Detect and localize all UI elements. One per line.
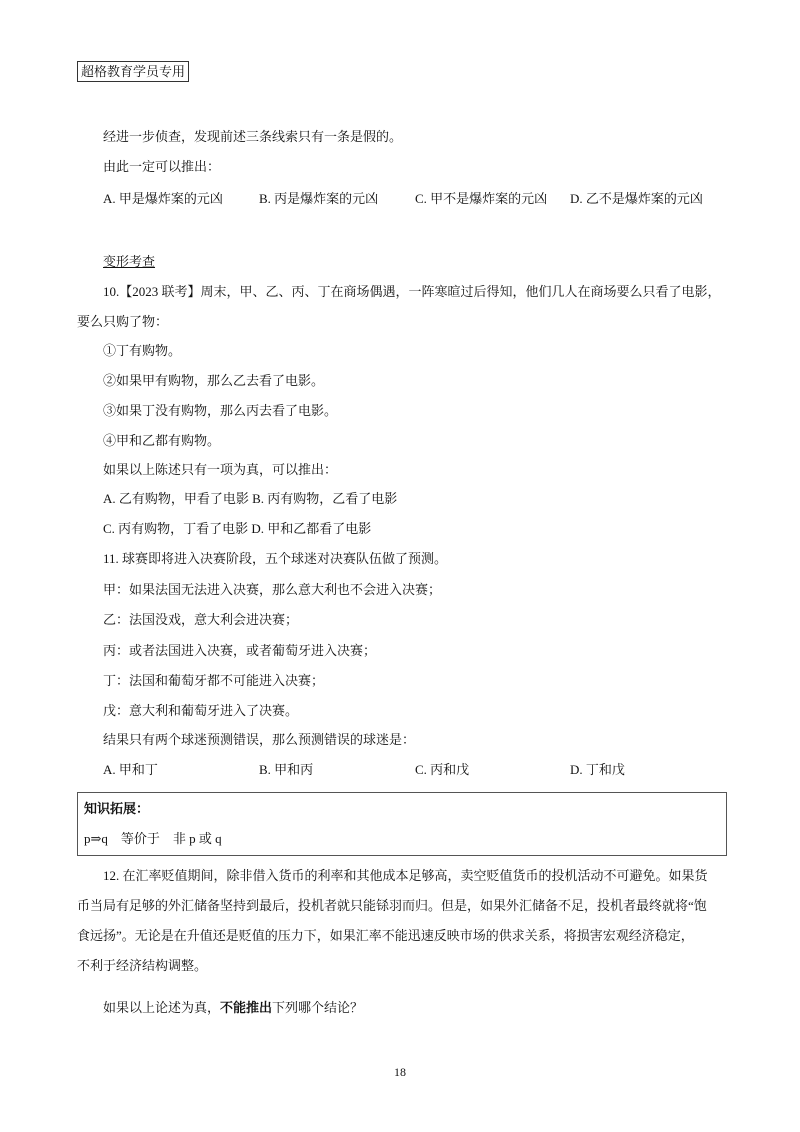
q11-statement: 丁：法国和葡萄牙都不可能进入决赛； <box>103 673 325 688</box>
q10-statement: ③如果丁没有购物，那么丙去看了电影。 <box>103 403 338 418</box>
q11-statement: 丙：或者法国进入决赛，或者葡萄牙进入决赛； <box>103 643 377 658</box>
knowledge-formula: p⇒q 等价于 非 p 或 q <box>84 831 222 846</box>
q9-line: 经进一步侦查，发现前述三条线索只有一条是假的。 <box>103 129 403 144</box>
q10-options: A. 乙有购物，甲看了电影 B. 丙有购物，乙看了电影 <box>103 491 398 506</box>
q12-line: 币当局有足够的外汇储备坚持到最后，投机者就只能铩羽而归。但是，如果外汇储备不足，投机者最终就将“饱 <box>77 898 707 913</box>
page-number: 18 <box>394 1065 406 1079</box>
q10-line: 要么只购了物： <box>77 314 169 329</box>
q12-question-emphasis: 不能推出 <box>220 1000 273 1015</box>
q10-statement: ④甲和乙都有购物。 <box>103 433 221 448</box>
q10-line: 10.【2023 联考】周末，甲、乙、丙、丁在商场偶遇，一阵寒暄过后得知，他们几人在商场要么只看了电影， <box>103 284 721 299</box>
q11-option-a: A. 甲和丁 <box>103 762 158 777</box>
q11-statement: 甲：如果法国无法进入决赛，那么意大利也不会进入决赛； <box>103 582 442 597</box>
q12-question <box>103 1000 363 1016</box>
q11-option-d: D. 丁和戊 <box>570 762 625 777</box>
q12-question-suffix: 下列哪个结论？ <box>272 1000 364 1015</box>
q11-statement: 戊：意大利和葡萄牙进入了决赛。 <box>103 703 299 718</box>
q9-option-a: A. 甲是爆炸案的元凶 <box>103 191 223 206</box>
q11-statement: 乙：法国没戏，意大利会进决赛； <box>103 612 299 627</box>
section-title: 变形考查 <box>103 254 156 269</box>
q12-question-prefix: 如果以上论述为真， <box>103 1000 221 1015</box>
q11-option-b: B. 甲和丙 <box>259 762 314 777</box>
header-label: 超格教育学员专用 <box>77 61 189 82</box>
q11-line: 11. 球赛即将进入决赛阶段，五个球迷对决赛队伍做了预测。 <box>103 551 448 566</box>
q12-line: 12. 在汇率贬值期间，除非借入货币的利率和其他成本足够高，卖空贬值货币的投机活动不可避免。如果货 <box>103 868 708 883</box>
q11-option-c: C. 丙和戊 <box>415 762 470 777</box>
q12-line: 食远扬”。无论是在升值还是贬值的压力下，如果汇率不能迅速反映市场的供求关系，将损害宏观经济稳定， <box>77 928 694 943</box>
q10-statement: ②如果甲有购物，那么乙去看了电影。 <box>103 373 325 388</box>
q9-option-c: C. 甲不是爆炸案的元凶 <box>415 191 548 206</box>
q11-question: 结果只有两个球迷预测错误，那么预测错误的球迷是： <box>103 732 416 747</box>
knowledge-title: 知识拓展： <box>84 801 150 816</box>
q9-option-b: B. 丙是爆炸案的元凶 <box>259 191 379 206</box>
q10-statement: ①丁有购物。 <box>103 343 182 358</box>
q10-options: C. 丙有购物，丁看了电影 D. 甲和乙都看了电影 <box>103 521 372 536</box>
q9-option-d: D. 乙不是爆炸案的元凶 <box>570 191 703 206</box>
q10-question: 如果以上陈述只有一项为真，可以推出： <box>103 462 338 477</box>
q12-line: 不利于经济结构调整。 <box>77 958 208 973</box>
knowledge-box <box>77 792 727 856</box>
q9-line: 由此一定可以推出： <box>103 159 221 174</box>
